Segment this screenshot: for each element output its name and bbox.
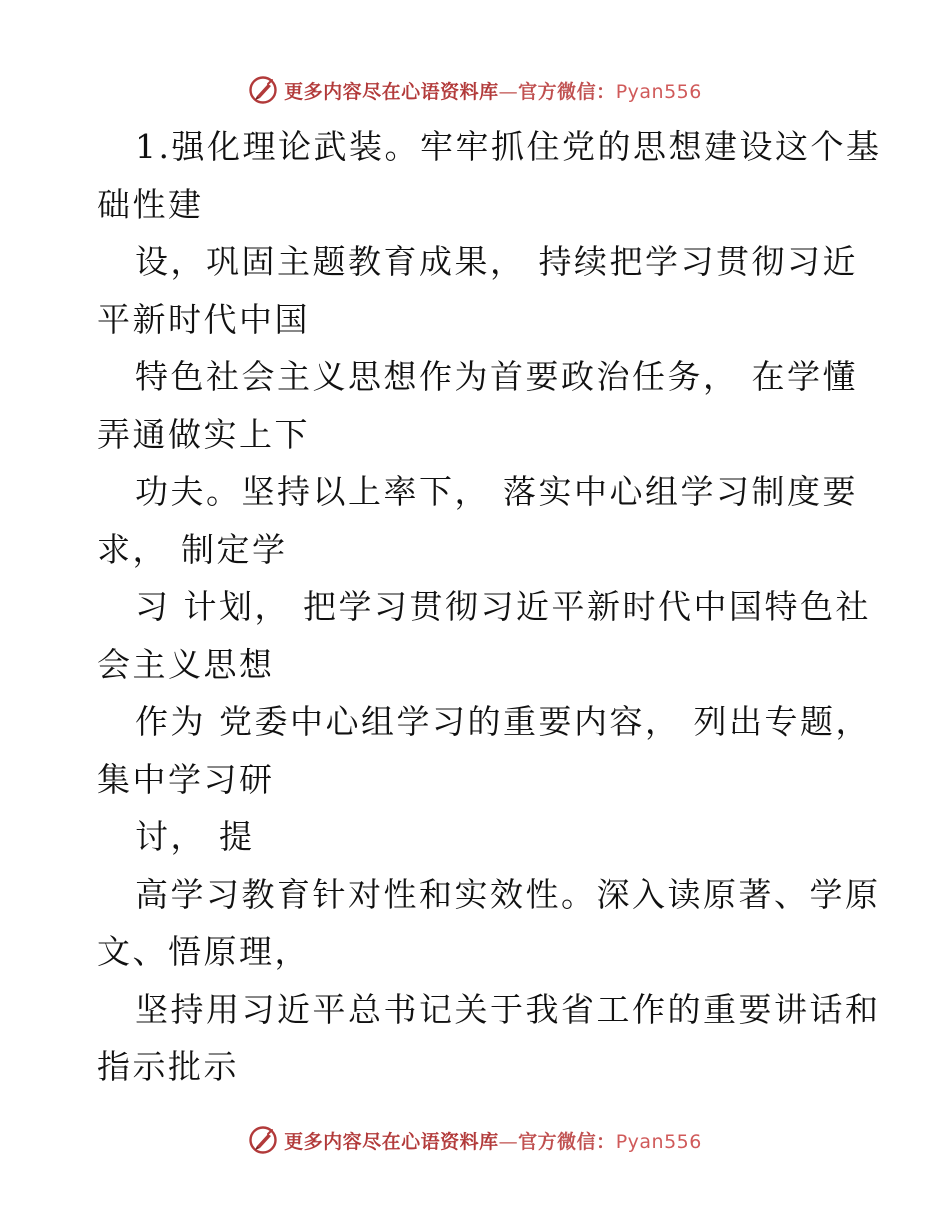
header-banner-text: [284, 77, 702, 104]
body-line: 习 计划， 把学习贯彻习近平新时代中国特色社: [135, 587, 871, 626]
footer-banner: [0, 1120, 950, 1160]
footer-banner-text: [284, 1127, 702, 1154]
pen-quill-seal-icon: [248, 1125, 278, 1155]
body-line: 文、悟原理，: [97, 932, 310, 971]
document-body: [97, 118, 882, 1096]
body-line: 作为 党委中心组学习的重要内容， 列出专题，: [135, 702, 871, 741]
body-line: 础性建: [97, 184, 204, 224]
body-line: 高学习教育针对性和实效性。深入读原著、学原: [135, 874, 881, 914]
body-line: 特色社会主义思想作为首要政治任务， 在学懂: [135, 357, 858, 396]
body-line: 设，巩固主题教育成果， 持续把学习贯彻习近: [135, 242, 858, 281]
body-line: 指示批示: [97, 1047, 239, 1086]
header-banner: [0, 70, 950, 110]
body-line: 讨， 提: [135, 817, 255, 856]
body-line: 求， 制定学: [97, 529, 288, 569]
body-line: 功夫。坚持以上率下， 落实中心组学习制度要: [135, 472, 858, 511]
body-line: 会主义思想: [97, 644, 275, 684]
body-line: 坚持用习近平总书记关于我省工作的重要讲话和: [135, 989, 881, 1029]
footer-banner-wechat-label: 官方微信：: [518, 1130, 616, 1153]
header-banner-wechat-id: Pyan556: [615, 80, 702, 103]
body-line: 集中学习研: [97, 759, 275, 799]
header-banner-dash: —: [498, 80, 519, 103]
footer-banner-dash: —: [498, 1130, 519, 1153]
body-line: 平新时代中国: [97, 299, 310, 339]
footer-banner-prefix: 更多内容尽在心语资料库: [284, 1130, 499, 1153]
body-line: 1.强化理论武装。牢牢抓住党的思想建设这个基: [135, 127, 882, 166]
footer-banner-wechat-id: Pyan556: [615, 1130, 702, 1153]
body-line: 弄通做实上下: [97, 414, 310, 454]
header-banner-prefix: 更多内容尽在心语资料库: [284, 80, 499, 103]
pen-quill-seal-icon: [248, 75, 278, 105]
header-banner-wechat-label: 官方微信：: [518, 80, 616, 103]
